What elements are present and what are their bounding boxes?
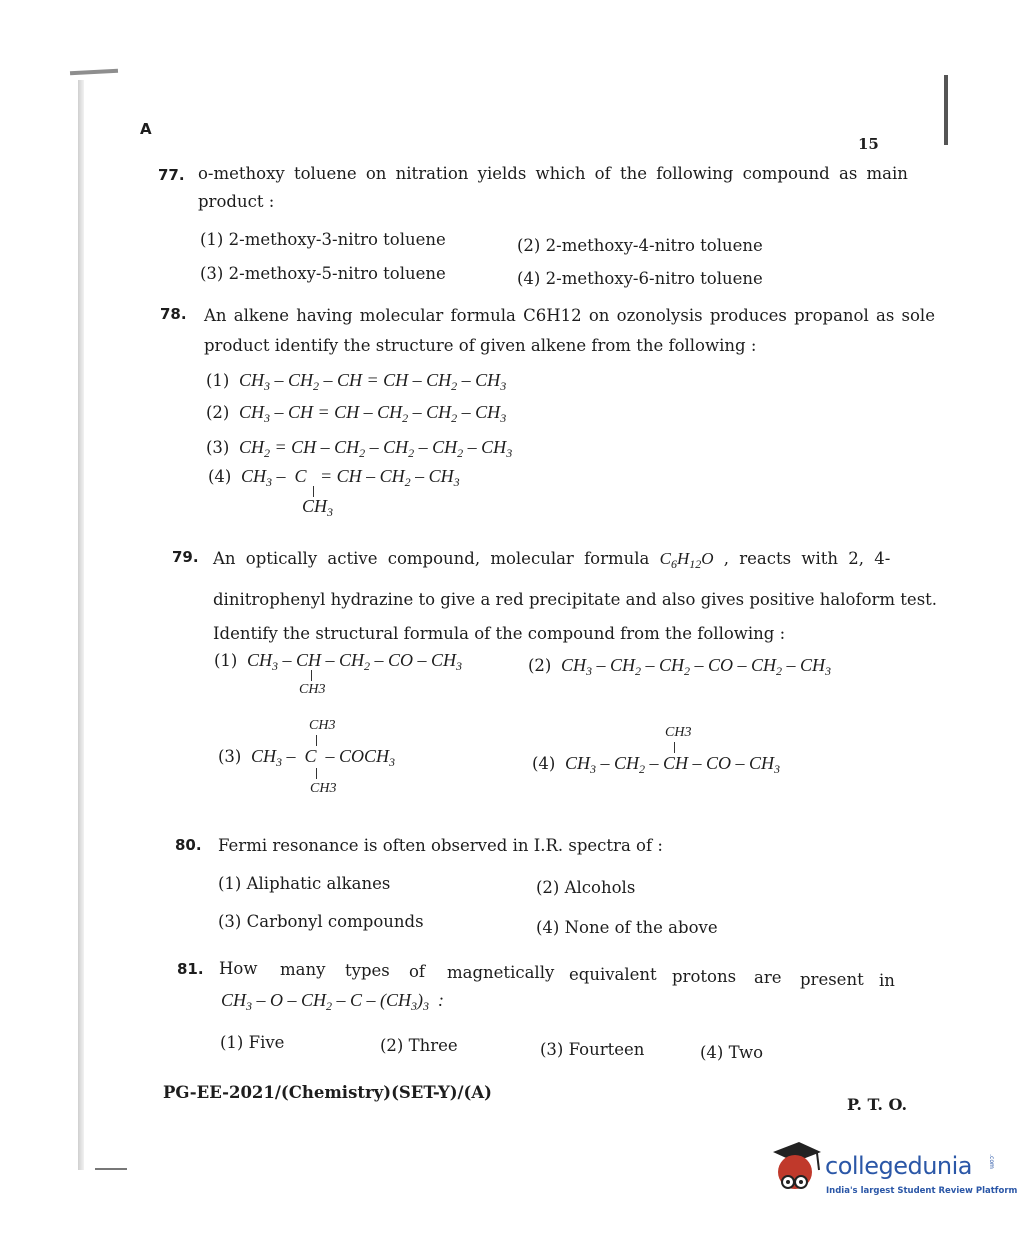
option-3: (3) 2-methoxy-5-nitro toluene [200,264,446,283]
option-1: (1) Five [220,1033,285,1052]
mascot-icon [765,1138,825,1198]
pto-label: P. T. O. [847,1095,908,1114]
option-1: (1) $CH_3 - CH_2$ – CH = CH – $CH_2 - CH_3$ [206,370,507,393]
option-4: (4) None of the above [536,918,718,937]
bond-line [316,768,317,779]
bond-line [316,735,317,746]
question-number: 77. [158,166,185,184]
option-2: (2) 2-methoxy-4-nitro toluene [517,236,763,255]
question-word: present [800,970,864,989]
option-4: (4) $CH_3$ – C = CH – $CH_2 - CH_3$ [208,466,460,489]
question-text: An optically active compound, molecular formula $C_6H_{12}O$ , reacts with 2, 4- [213,549,891,571]
methyl-branch: CH3 [310,781,337,796]
question-word: protons [672,967,737,986]
option-2: (2) Three [380,1036,458,1055]
option-4: (4) Two [700,1043,764,1062]
option-3: (3) $CH_3$ – C – $COCH_3$ [218,746,395,769]
methyl-branch: $CH_3$ [302,496,334,519]
question-text: o-methoxy toluene on nitration yields which of the following compound as main [198,164,908,183]
question-word: many [280,960,326,979]
option-3: (3) $CH_2$ = CH – $CH_2 - CH_2 - CH_2 - CH_3$ [206,437,513,460]
option-4: (4) 2-methoxy-6-nitro toluene [517,269,763,288]
question-text: Fermi resonance is often observed in I.R. spectra of : [218,836,663,855]
option-3: (3) Fourteen [540,1040,645,1059]
question-text: product identify the structure of given alkene from the following : [204,336,757,355]
option-1: (1) $CH_3$ – CH – $CH_2$ – CO – $CH_3$ [214,650,463,673]
page-edge-bottom [95,1168,127,1170]
brand-domain: .com [987,1154,995,1169]
bond-line [674,742,675,753]
question-text: An alkene having molecular formula C6H12 on ozonolysis produces propanol as sole [204,306,935,325]
question-number: 79. [172,548,199,566]
question-formula: $CH_3$ – O – $CH_2$ – C – $(CH_3)_3$ : [221,990,445,1013]
question-word: equivalent [569,965,657,984]
methyl-branch: CH3 [665,725,692,740]
question-text: product : [198,192,275,211]
brand-logo [765,1138,1018,1204]
question-text: dinitrophenyl hydrazine to give a red precipitate and also gives positive haloform test. [213,590,938,609]
question-word: in [879,971,895,990]
question-word: of [409,962,426,981]
set-letter: A [140,120,152,138]
question-word: are [754,968,782,987]
question-number: 78. [160,305,187,323]
question-word: magnetically [447,963,555,982]
question-number: 80. [175,836,202,854]
option-3: (3) Carbonyl compounds [218,912,424,931]
methyl-branch: CH3 [299,682,326,697]
option-2: (2) $CH_3 - CH_2 - CH_2$ – CO – $CH_2 - CH_3$ [528,655,832,678]
page-edge-right [944,75,948,145]
page-edge-left [78,80,84,1170]
question-text: Identify the structural formula of the compound from the following : [213,624,786,643]
page-edge-top [70,69,118,76]
question-word: types [345,961,390,980]
question-number: 81. [177,960,204,978]
option-2: (2) Alcohols [536,878,636,897]
option-1: (1) 2-methoxy-3-nitro toluene [200,230,446,249]
option-1: (1) Aliphatic alkanes [218,874,391,893]
bond-line [311,670,312,681]
methyl-branch: CH3 [309,718,336,733]
question-word: How [219,959,258,978]
option-4: (4) $CH_3 - CH_2$ – CH – CO – $CH_3$ [532,753,781,776]
paper-code: PG-EE-2021/(Chemistry)(SET-Y)/(A) [163,1083,492,1102]
brand-tagline: India's largest Student Review Platform [826,1186,1018,1196]
option-2: (2) $CH_3$ – CH = CH – $CH_2 - CH_2 - CH_3$ [206,402,507,425]
page-number: 15 [858,135,879,153]
brand-name: collegedunia [825,1152,973,1180]
